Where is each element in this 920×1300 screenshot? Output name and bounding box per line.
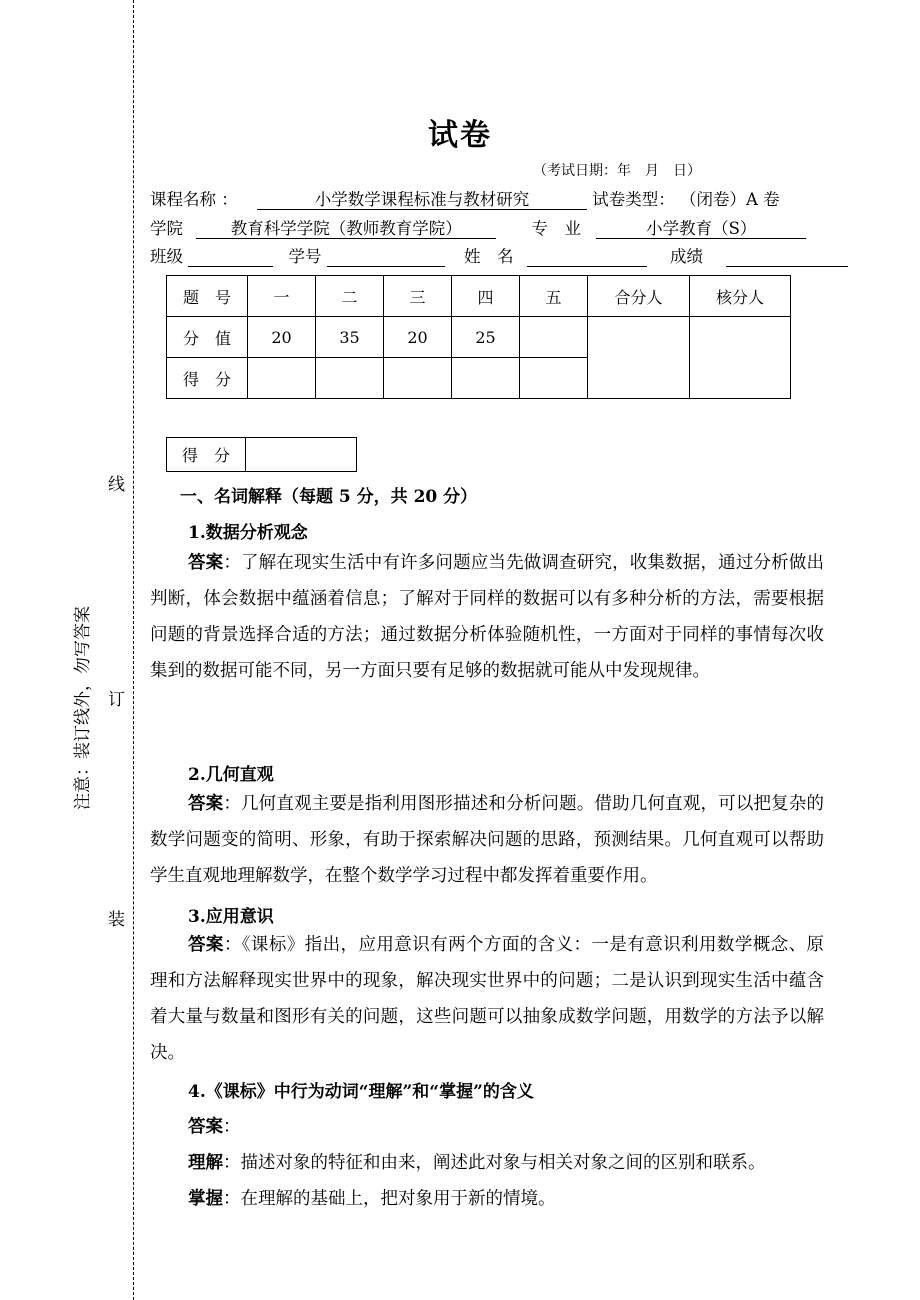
score-table [166,275,791,399]
college-label: 学院 [150,219,183,238]
student-line [150,243,848,267]
answer-text: 几何直观主要是指利用图形描述和分析问题。借助几何直观，可以把复杂的数学问题变的简明、形象，有助于探索解决问题的思路，预测结果。几何直观可以帮助学生直观地理解数学，在整个数学学习过程中都发挥着重要作用。 [150,794,824,886]
score-value: 35 [316,317,384,358]
binding-notice: 注意：装订线外，勿写答案 [73,606,93,810]
term-label: 理解 [188,1153,223,1173]
checker-cell[interactable] [690,317,791,399]
total-scorer-cell[interactable] [588,317,690,399]
exam-date: （考试日期：年 月 日） [533,163,701,179]
answer-paragraph: 答案：《课标》指出，应用意识有两个方面的含义：一是有意识利用数学概念、原理和方法解释现实世界中的现象，解决现实世界中的问题；二是认识到现实生活中蕴含着大量与数量和图形有关的问题，这些问题可以抽象成数学问题，用数学的方法予以解决。 [150,935,824,1063]
paper-type-value: （闭卷）A 卷 [680,190,780,209]
column-header: 合分人 [588,276,690,317]
answer-paragraph: 答案：几何直观主要是指利用图形描述和分析问题。借助几何直观，可以把复杂的数学问题变的简明、形象，有助于探索解决问题的思路，预测结果。几何直观可以帮助学生直观地理解数学，在整个数学学习过程中都发挥着重要作用。 [150,794,824,886]
college-line [150,215,806,239]
binding-char-zhuang: 装 [108,910,125,930]
column-header: 核分人 [690,276,791,317]
student-id-field[interactable] [327,247,445,267]
binding-char-xian: 线 [108,475,125,495]
question-heading: 2.几何直观 [188,765,274,785]
binding-char-ding: 订 [108,690,125,710]
term-label: 掌握 [188,1189,223,1209]
score-value [520,317,588,358]
section-title: 一、名词解释（每题 5 分，共 20 分） [180,487,478,507]
page-title: 试卷 [428,118,492,153]
question-heading: 4.《课标》中行为动词“理解”和“掌握”的含义 [188,1082,534,1102]
earned-score-cell[interactable] [520,358,588,399]
score-value: 25 [452,317,520,358]
class-label: 班级 [150,247,183,266]
earned-score-cell[interactable] [248,358,316,399]
column-header: 一 [248,276,316,317]
column-header: 四 [452,276,520,317]
table-row [167,276,791,317]
answer-text: 《课标》指出，应用意识有两个方面的含义：一是有意识利用数学概念、原理和方法解释现实世界中的现象，解决现实世界中的问题；二是认识到现实生活中蕴含着大量与数量和图形有关的问题，这些问题可以抽象成数学问题，用数学的方法予以解决。 [150,935,824,1063]
answer-label: 答案 [188,1117,223,1137]
answer-label: 答案 [188,553,224,573]
student-id-label: 学号 [288,247,322,266]
answer-label: 答案 [188,794,224,814]
answer-line: 掌握：在理解的基础上，把对象用于新的情境。 [188,1189,556,1209]
score-value: 20 [248,317,316,358]
column-header: 二 [316,276,384,317]
course-line [150,186,780,210]
major-label: 专 业 [531,219,581,238]
question-heading: 1.数据分析观念 [188,523,308,543]
paper-type-label: 试卷类型： [592,190,675,209]
table-row [167,317,791,358]
answer-line: 答案： [188,1117,241,1137]
earned-score-cell[interactable] [316,358,384,399]
section-score-box [166,437,357,472]
section-score-field[interactable] [246,438,357,472]
column-header: 五 [520,276,588,317]
row-label: 得 分 [167,358,248,399]
college-value: 教育科学学院（教师教育学院） [196,219,496,239]
answer-label: 答案 [188,935,224,955]
grade-label: 成绩 [670,247,703,266]
course-value: 小学数学课程标准与教材研究 [257,190,587,210]
section-score-label: 得 分 [167,438,246,472]
score-value: 20 [384,317,452,358]
course-label: 课程名称 ： [150,190,238,209]
term-text: 描述对象的特征和由来，阐述此对象与相关对象之间的区别和联系。 [240,1153,766,1173]
row-label: 分 值 [167,317,248,358]
binding-dashed-line [133,0,134,1300]
answer-paragraph: 答案：了解在现实生活中有许多问题应当先做调查研究，收集数据，通过分析做出判断，体会数据中蕴涵着信息；了解对于同样的数据可以有多种分析的方法，需要根据问题的背景选择合适的方法；通过数据分析体验随机性，一方面对于同样的事情每次收集到的数据可能不同，另一方面只要有足够的数据就可能从中发现规律。 [150,553,824,681]
answer-text: 了解在现实生活中有许多问题应当先做调查研究，收集数据，通过分析做出判断，体会数据中蕴涵着信息；了解对于同样的数据可以有多种分析的方法，需要根据问题的背景选择合适的方法；通过数据分析体验随机性，一方面对于同样的事情每次收集到的数据可能不同，另一方面只要有足够的数据就可能从中发现规律。 [150,553,824,681]
grade-field[interactable] [726,247,848,267]
term-text: 在理解的基础上，把对象用于新的情境。 [240,1189,556,1209]
class-field[interactable] [188,247,273,267]
name-field[interactable] [527,247,647,267]
major-value: 小学教育（S） [596,219,806,239]
row-label: 题 号 [167,276,248,317]
column-header: 三 [384,276,452,317]
name-label: 姓 名 [464,247,514,266]
table-row [167,438,357,472]
answer-line: 理解：描述对象的特征和由来，阐述此对象与相关对象之间的区别和联系。 [188,1153,766,1173]
earned-score-cell[interactable] [452,358,520,399]
question-heading: 3.应用意识 [188,907,274,927]
earned-score-cell[interactable] [384,358,452,399]
